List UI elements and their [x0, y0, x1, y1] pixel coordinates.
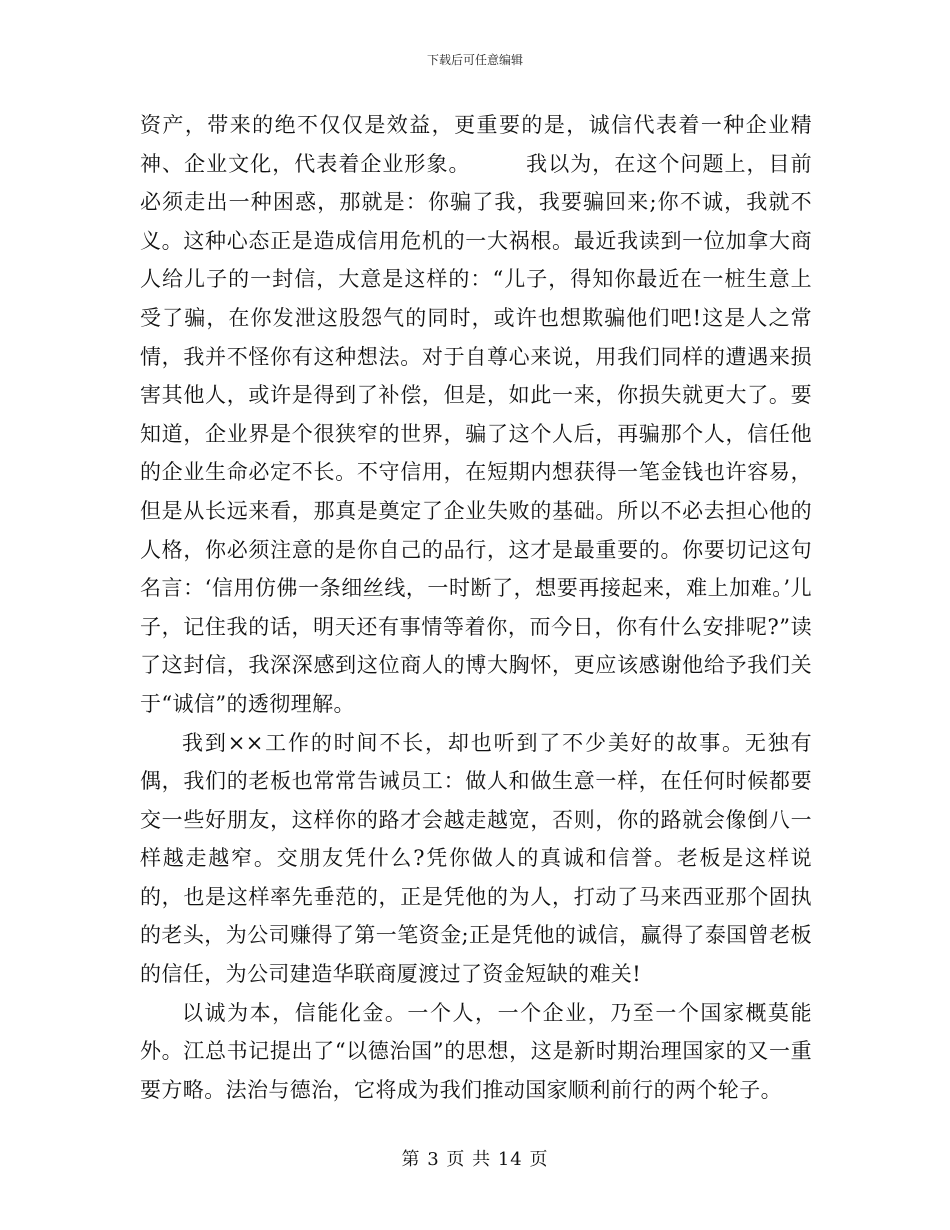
paragraph-1: 资产，带来的绝不仅仅是效益，更重要的是，诚信代表着一种企业精神、企业文化，代表着企业形象。 我以为，在这个问题上，目前必须走出一种困惑，那就是：你骗了我，我要骗回来;你不诚，我就不义。这种心态正是造成信用危机的一大祸根。最近我读到一位加拿大商人给儿子的一封信，大意是这样的：“儿子，得知你最近在一桩生意上受了骗，在你发泄这股怨气的同时，或许也想欺骗他们吧!这是人之常情，我并不怪你有这种想法。对于自尊心来说，用我们同样的遭遇来损害其他人，或许是得到了补偿，但是，如此一来，你损失就更大了。要知道，企业界是个很狭窄的世界，骗了这个人后，再骗那个人，信任他的企业生命必定不长。不守信用，在短期内想获得一笔金钱也许容易，但是从长远来看，那真是奠定了企业失败的基础。所以不必去担心他的人格，你必须注意的是你自己的品行，这才是最重要的。你要切记这句名言：‘信用仿佛一条细丝线，一时断了，想要再接起来，难上加难。’儿子，记住我的话，明天还有事情等着你，而今日，你有什么安排呢?”读了这封信，我深深感到这位商人的博大胸怀，更应该感谢他给予我们关于“诚信”的透彻理解。 [140, 113, 812, 716]
paragraph-2: 我到××工作的时间不长，却也听到了不少美好的故事。无独有偶，我们的老板也常常告诫员工：做人和做生意一样，在任何时候都要交一些好朋友，这样你的路才会越走越宽，否则，你的路就会像倒八一样越走越窄。交朋友凭什么?凭你做人的真诚和信誉。老板是这样说的，也是这样率先垂范的，正是凭他的为人，打动了马来西亚那个固执的老头，为公司赚得了第一笔资金;正是凭他的诚信，赢得了泰国曾老板的信任，为公司建造华联商厦渡过了资金短缺的难关! [140, 730, 812, 987]
page-number-footer: 第 3 页 共 14 页 [401, 1149, 549, 1170]
paragraph-3: 以诚为本，信能化金。一个人，一个企业，乃至一个国家概莫能外。江总书记提出了“以德治国”的思想，这是新时期治理国家的又一重要方略。法治与德治，它将成为我们推动国家顺利前行的两个轮子。 [140, 1000, 812, 1102]
document-body [140, 106, 812, 1109]
page-header: 下载后可任意编辑 [426, 53, 523, 67]
